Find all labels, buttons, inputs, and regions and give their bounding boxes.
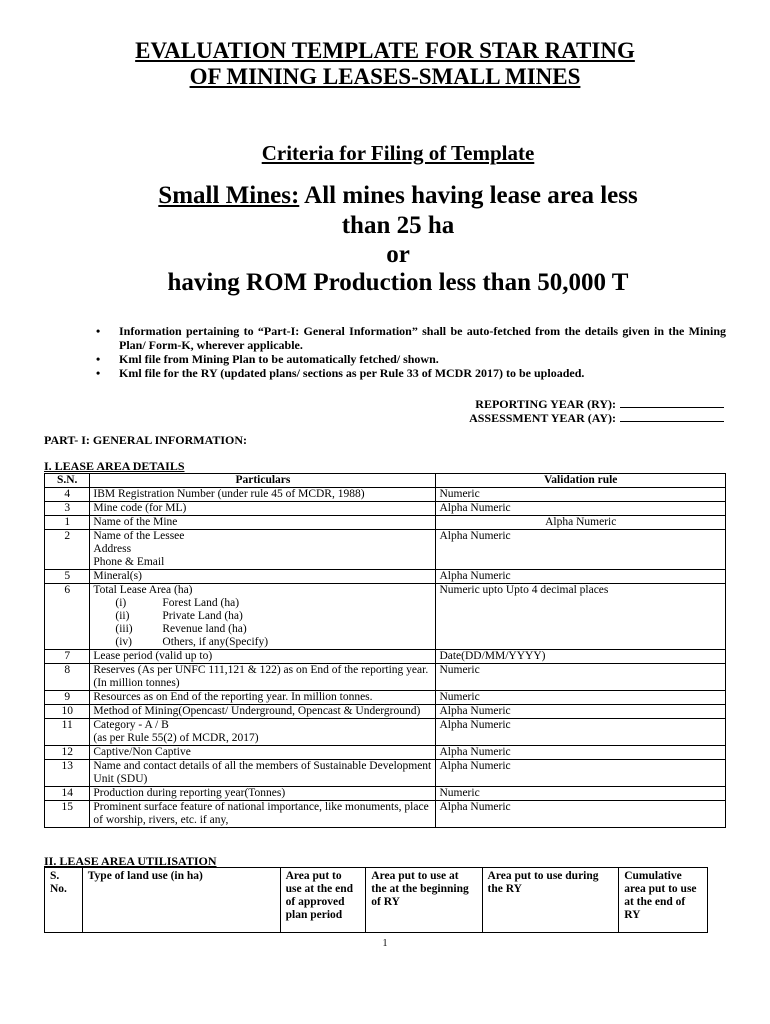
- row-particulars: [90, 488, 436, 502]
- table-row: [45, 502, 726, 516]
- row-validation-rule: Alpha Numeric: [436, 746, 726, 760]
- instruction-item: [96, 352, 726, 366]
- bullet-icon: •: [96, 324, 101, 338]
- particulars-line: Name of the Mine: [93, 516, 178, 528]
- row-sn: 11: [45, 719, 90, 746]
- table-header-row: [45, 474, 726, 488]
- particulars-line: Phone & Email: [93, 556, 165, 568]
- row-sn: 9: [45, 691, 90, 705]
- particulars-line: Mineral(s): [93, 570, 142, 582]
- bullet-icon: •: [96, 352, 101, 366]
- row-validation-rule: Alpha Numeric: [436, 705, 726, 719]
- row-validation-rule: Alpha Numeric: [436, 719, 726, 746]
- row-validation-rule: Numeric: [436, 691, 726, 705]
- particulars-line: Category - A / B: [93, 719, 169, 731]
- table-row: [45, 787, 726, 801]
- row-particulars: [90, 719, 436, 746]
- particulars-subitem: [93, 610, 432, 623]
- assessment-year-blank[interactable]: [620, 412, 724, 422]
- instruction-text: Information pertaining to “Part-I: General Information” shall be auto-fetched from the details given in the Mining Plan/ Form-K, wherever applicable.: [119, 324, 726, 352]
- particulars-line: Prominent surface feature of national importance, like monuments, place of worship, rivers, etc. if any,: [93, 801, 429, 826]
- small-mines-definition-line-1: [0, 181, 770, 211]
- row-sn: 6: [45, 584, 90, 650]
- table-row: [45, 516, 726, 530]
- row-sn: 1: [45, 516, 90, 530]
- row-validation-rule: Numeric: [436, 488, 726, 502]
- table-row: [45, 691, 726, 705]
- table-row: [45, 705, 726, 719]
- particulars-line: Method of Mining(Opencast/ Underground, Opencast & Underground): [93, 705, 421, 717]
- header-land-use-type: Type of land use (in ha): [82, 868, 280, 933]
- row-particulars: [90, 801, 436, 828]
- lease-area-utilisation-table: [44, 867, 708, 933]
- instructions-list: [96, 324, 726, 380]
- assessment-year-label: ASSESSMENT YEAR (AY):: [469, 411, 616, 425]
- row-sn: 2: [45, 530, 90, 570]
- row-sn: 12: [45, 746, 90, 760]
- criteria-heading: Criteria for Filing of Template: [261, 141, 535, 165]
- row-particulars: [90, 691, 436, 705]
- header-validation-rule: Validation rule: [436, 474, 726, 488]
- row-sn: 10: [45, 705, 90, 719]
- row-validation-rule: Alpha Numeric: [436, 516, 726, 530]
- row-particulars: [90, 502, 436, 516]
- header-area-beginning-ry: Area put to use at the at the beginning of RY: [366, 868, 482, 933]
- row-sn: 5: [45, 570, 90, 584]
- part-1-heading: PART- I: GENERAL INFORMATION:: [44, 433, 248, 447]
- row-sn: 4: [45, 488, 90, 502]
- instruction-text: Kml file for the RY (updated plans/ sections as per Rule 33 of MCDR 2017) to be uploaded.: [119, 366, 585, 380]
- reporting-years-block: [469, 397, 724, 425]
- row-validation-rule: Numeric: [436, 664, 726, 691]
- particulars-line: IBM Registration Number (under rule 45 of MCDR, 1988): [93, 488, 365, 500]
- subitem-number: (iii): [115, 623, 133, 635]
- header-particulars: Particulars: [90, 474, 436, 488]
- particulars-line: (as per Rule 55(2) of MCDR, 2017): [93, 732, 259, 744]
- row-validation-rule: Alpha Numeric: [436, 530, 726, 570]
- table-header-row: [45, 868, 708, 933]
- row-validation-rule: Alpha Numeric: [436, 801, 726, 828]
- subitem-text: Revenue land (ha): [162, 623, 247, 635]
- row-particulars: [90, 530, 436, 570]
- particulars-line: Reserves (As per UNFC 111,121 & 122) as on End of the reporting year. (In million tonnes): [93, 664, 429, 689]
- particulars-subitem: [93, 623, 432, 636]
- header-sn: S.N.: [45, 474, 90, 488]
- row-validation-rule: Numeric: [436, 787, 726, 801]
- table-row: [45, 664, 726, 691]
- table-row: [45, 530, 726, 570]
- particulars-line: Production during reporting year(Tonnes): [93, 787, 286, 799]
- subitem-number: (ii): [115, 610, 130, 622]
- row-sn: 8: [45, 664, 90, 691]
- subitem-number: (i): [115, 597, 127, 609]
- assessment-year-row: [469, 411, 724, 425]
- reporting-year-blank[interactable]: [620, 398, 724, 408]
- particulars-subitem: [93, 597, 432, 610]
- row-validation-rule: Alpha Numeric: [436, 760, 726, 787]
- row-sn: 7: [45, 650, 90, 664]
- row-particulars: [90, 760, 436, 787]
- particulars-line: Lease period (valid up to): [93, 650, 213, 662]
- lease-area-details-heading: I. LEASE AREA DETAILS: [44, 459, 185, 473]
- reporting-year-label: REPORTING YEAR (RY):: [475, 397, 616, 411]
- table-row: [45, 570, 726, 584]
- row-validation-rule: Date(DD/MM/YYYY): [436, 650, 726, 664]
- row-particulars: [90, 584, 436, 650]
- subitem-text: Others, if any(Specify): [162, 636, 269, 648]
- document-title-line-2: OF MINING LEASES-SMALL MINES: [189, 64, 581, 89]
- subitem-text: Private Land (ha): [162, 610, 243, 622]
- row-particulars: [90, 664, 436, 691]
- instruction-item: [96, 366, 726, 380]
- row-particulars: [90, 746, 436, 760]
- table-row: [45, 719, 726, 746]
- page-number: 1: [382, 938, 388, 949]
- row-particulars: [90, 650, 436, 664]
- small-mines-definition-line-4: having ROM Production less than 50,000 T: [167, 269, 629, 296]
- subitem-number: (iv): [115, 636, 132, 648]
- subitem-text: Forest Land (ha): [162, 597, 240, 609]
- instruction-text: Kml file from Mining Plan to be automatically fetched/ shown.: [119, 352, 439, 366]
- document-title-line-1: EVALUATION TEMPLATE FOR STAR RATING: [135, 38, 635, 63]
- reporting-year-row: [469, 397, 724, 411]
- particulars-line: Mine code (for ML): [93, 502, 187, 514]
- lease-area-details-table: [44, 473, 726, 828]
- instruction-item: [96, 324, 726, 352]
- header-area-during-ry: Area put to use during the RY: [482, 868, 619, 933]
- lease-area-details-body: [45, 488, 726, 828]
- particulars-line: Name and contact details of all the members of Sustainable Development Unit (SDU): [93, 760, 432, 785]
- small-mines-definition-line-2: than 25 ha: [341, 212, 455, 239]
- header-cumulative-area-end-ry: Cumulative area put to use at the end of RY: [619, 868, 708, 933]
- particulars-subitem: [93, 636, 432, 649]
- particulars-line: Captive/Non Captive: [93, 746, 191, 758]
- lease-area-utilisation-heading: II. LEASE AREA UTILISATION: [44, 854, 217, 868]
- particulars-line: Resources as on End of the reporting year. In million tonnes.: [93, 691, 373, 703]
- particulars-line: Address: [93, 543, 132, 555]
- small-mines-definition-text: All mines having lease area less: [299, 182, 638, 209]
- row-particulars: [90, 787, 436, 801]
- small-mines-label: Small Mines:: [158, 182, 300, 209]
- row-validation-rule: Numeric upto Upto 4 decimal places: [436, 584, 726, 650]
- table-row: [45, 746, 726, 760]
- row-validation-rule: Alpha Numeric: [436, 570, 726, 584]
- table-row: [45, 801, 726, 828]
- row-particulars: [90, 570, 436, 584]
- small-mines-definition-or: or: [386, 241, 410, 268]
- particulars-line: Name of the Lessee: [93, 530, 185, 542]
- table-row: [45, 760, 726, 787]
- row-sn: 3: [45, 502, 90, 516]
- row-particulars: [90, 516, 436, 530]
- bullet-icon: •: [96, 366, 101, 380]
- table-row: [45, 584, 726, 650]
- row-validation-rule: Alpha Numeric: [436, 502, 726, 516]
- table-row: [45, 488, 726, 502]
- row-particulars: [90, 705, 436, 719]
- header-area-end-approved-plan: Area put to use at the end of approved plan period: [280, 868, 366, 933]
- header-sno: S. No.: [45, 868, 83, 933]
- table-row: [45, 650, 726, 664]
- row-sn: 15: [45, 801, 90, 828]
- row-sn: 14: [45, 787, 90, 801]
- particulars-line: Total Lease Area (ha): [93, 584, 193, 596]
- row-sn: 13: [45, 760, 90, 787]
